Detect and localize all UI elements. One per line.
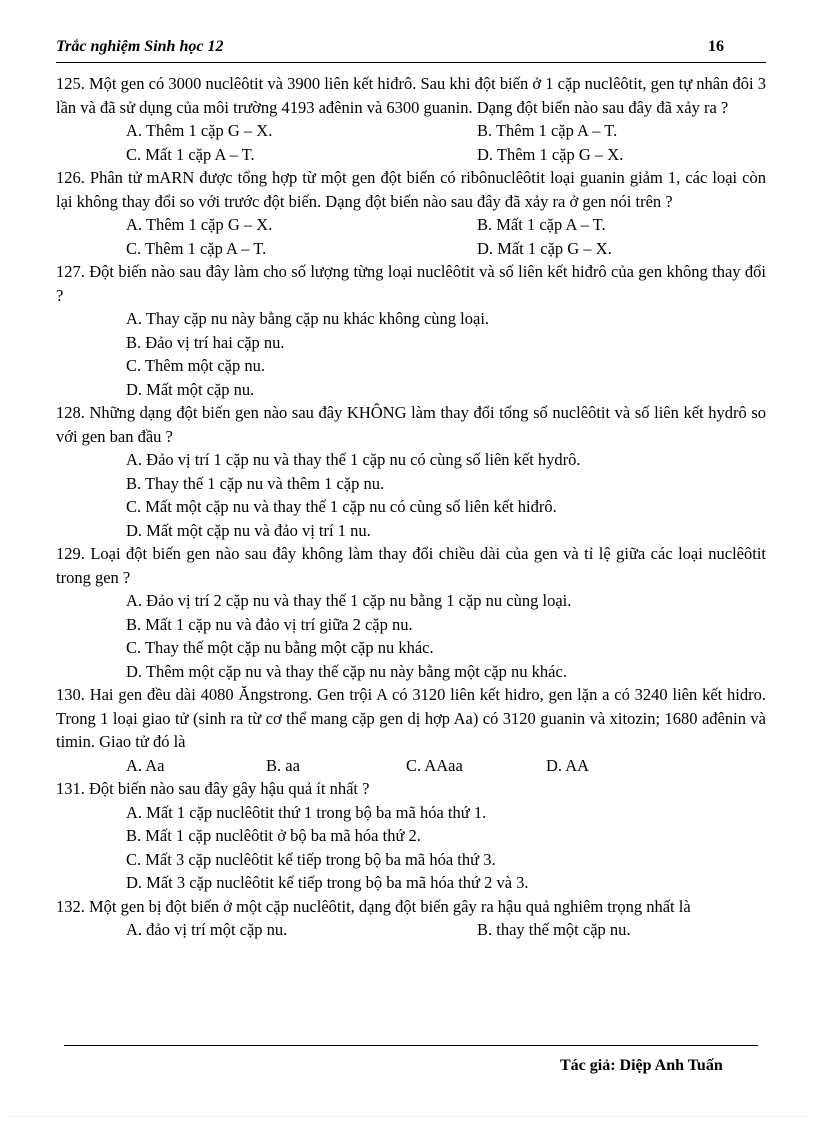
option: D. Mất 3 cặp nuclêôtit kế tiếp trong bộ ba mã hóa thứ 2 và 3. <box>126 873 529 892</box>
option: D. Thêm một cặp nu và thay thế cặp nu này bằng một cặp nu khác. <box>126 661 567 681</box>
question-text: 130. Hai gen đều dài 4080 Ăngstrong. Gen trội A có 3120 liên kết hidro, gen lặn a có 3240 liên kết hidro. Trong 1 loại giao tử (sinh ra từ cơ thể mang cặp gen dị hợp Aa) có 3120 guanin và xitozin; 1680 ađênin và timin. Giao tử đó là <box>56 685 766 751</box>
option: A. Đảo vị trí 1 cặp nu và thay thế 1 cặp nu có cùng số liên kết hydrô. <box>126 450 581 469</box>
answer-options <box>56 801 766 895</box>
option: D. Mất 1 cặp G – X. <box>477 238 612 258</box>
option: B. Thêm 1 cặp A – T. <box>477 121 618 140</box>
option: C. AAaa <box>406 755 463 775</box>
option: B. thay thế một cặp nu. <box>477 920 631 939</box>
answer-options <box>56 307 766 401</box>
option: B. Mất 1 cặp nu và đảo vị trí giữa 2 cặp nu. <box>126 614 413 634</box>
option: A. Mất 1 cặp nuclêôtit thứ 1 trong bộ ba mã hóa thứ 1. <box>126 802 487 822</box>
question-list <box>56 72 766 942</box>
option: D. Mất một cặp nu. <box>126 379 255 399</box>
page-header <box>56 36 766 63</box>
option: C. Mất 1 cặp A – T. <box>126 144 255 164</box>
option: C. Mất 3 cặp nuclêôtit kế tiếp trong bộ ba mã hóa thứ 3. <box>126 849 496 869</box>
answer-options <box>56 213 766 260</box>
option: A. Aa <box>126 755 165 775</box>
answer-options <box>56 119 766 166</box>
answer-options <box>56 589 766 683</box>
question-text: 129. Loại đột biến gen nào sau đây không làm thay đổi chiều dài của gen và tỉ lệ giữa các loại nuclêôtit trong gen ? <box>56 544 766 587</box>
option: C. Thêm 1 cặp A – T. <box>126 238 267 258</box>
option: A. Thêm 1 cặp G – X. <box>126 215 273 234</box>
option: C. Thêm một cặp nu. <box>126 356 266 375</box>
question-text: 131. Đột biến nào sau đây gây hậu quả ít nhất ? <box>56 779 370 798</box>
page-bottom-edge <box>10 1116 806 1117</box>
header-title: Trắc nghiệm Sinh học 12 <box>56 38 224 55</box>
option: B. Mất 1 cặp nuclêôtit ở bộ ba mã hóa thứ 2. <box>126 826 421 845</box>
footer-divider <box>64 1045 758 1046</box>
question-text: 125. Một gen có 3000 nuclêôtit và 3900 liên kết hiđrô. Sau khi đột biến ở 1 cặp nuclêôtit, gen tự nhân đôi 3 lần và đã sử dụng của môi trường 4193 ađênin và 6300 guanin. Dạng đột biến nào sau đây đã xảy ra ? <box>56 74 766 117</box>
answer-options <box>56 448 766 542</box>
option: B. Thay thế 1 cặp nu và thêm 1 cặp nu. <box>126 473 385 493</box>
page-number: 16 <box>708 38 724 55</box>
option: C. Mất một cặp nu và thay thế 1 cặp nu có cùng số liên kết hiđrô. <box>126 497 557 516</box>
question-text: 128. Những dạng đột biến gen nào sau đây KHÔNG làm thay đổi tổng số nuclêôtit và số liên kết hydrô so với gen ban đầu ? <box>56 403 766 446</box>
option: A. đảo vị trí một cặp nu. <box>126 920 288 939</box>
option: B. Mất 1 cặp A – T. <box>477 215 606 234</box>
option: A. Thêm 1 cặp G – X. <box>126 121 273 140</box>
option: D. Mất một cặp nu và đảo vị trí 1 nu. <box>126 520 371 540</box>
option: D. AA <box>546 755 590 775</box>
option: D. Thêm 1 cặp G – X. <box>477 144 624 164</box>
answer-options <box>56 918 766 942</box>
option: A. Thay cặp nu này bằng cặp nu khác không cùng loại. <box>126 309 490 328</box>
option: B. aa <box>266 755 300 775</box>
answer-options <box>56 754 766 778</box>
option: A. Đảo vị trí 2 cặp nu và thay thế 1 cặp nu bằng 1 cặp nu cùng loại. <box>126 591 572 610</box>
question-text: 126. Phân tử mARN được tổng hợp từ một gen đột biến có ribônuclêôtit loại guanin giảm 1, các loại còn lại không thay đổi so với trước đột biến. Dạng đột biến nào sau đây đã xảy ra ở gen nói trên ? <box>56 168 766 211</box>
question-text: 127. Đột biến nào sau đây làm cho số lượng từng loại nuclêôtit và số liên kết hiđrô của gen không thay đổi ? <box>56 262 766 305</box>
option: B. Đảo vị trí hai cặp nu. <box>126 332 285 352</box>
question-text: 132. Một gen bị đột biến ở một cặp nuclêôtit, dạng đột biến gây ra hậu quả nghiêm trọng nhất là <box>56 896 691 916</box>
option: C. Thay thế một cặp nu bằng một cặp nu khác. <box>126 638 434 657</box>
author-credit: Tác giả: Diệp Anh Tuấn <box>560 1057 723 1074</box>
